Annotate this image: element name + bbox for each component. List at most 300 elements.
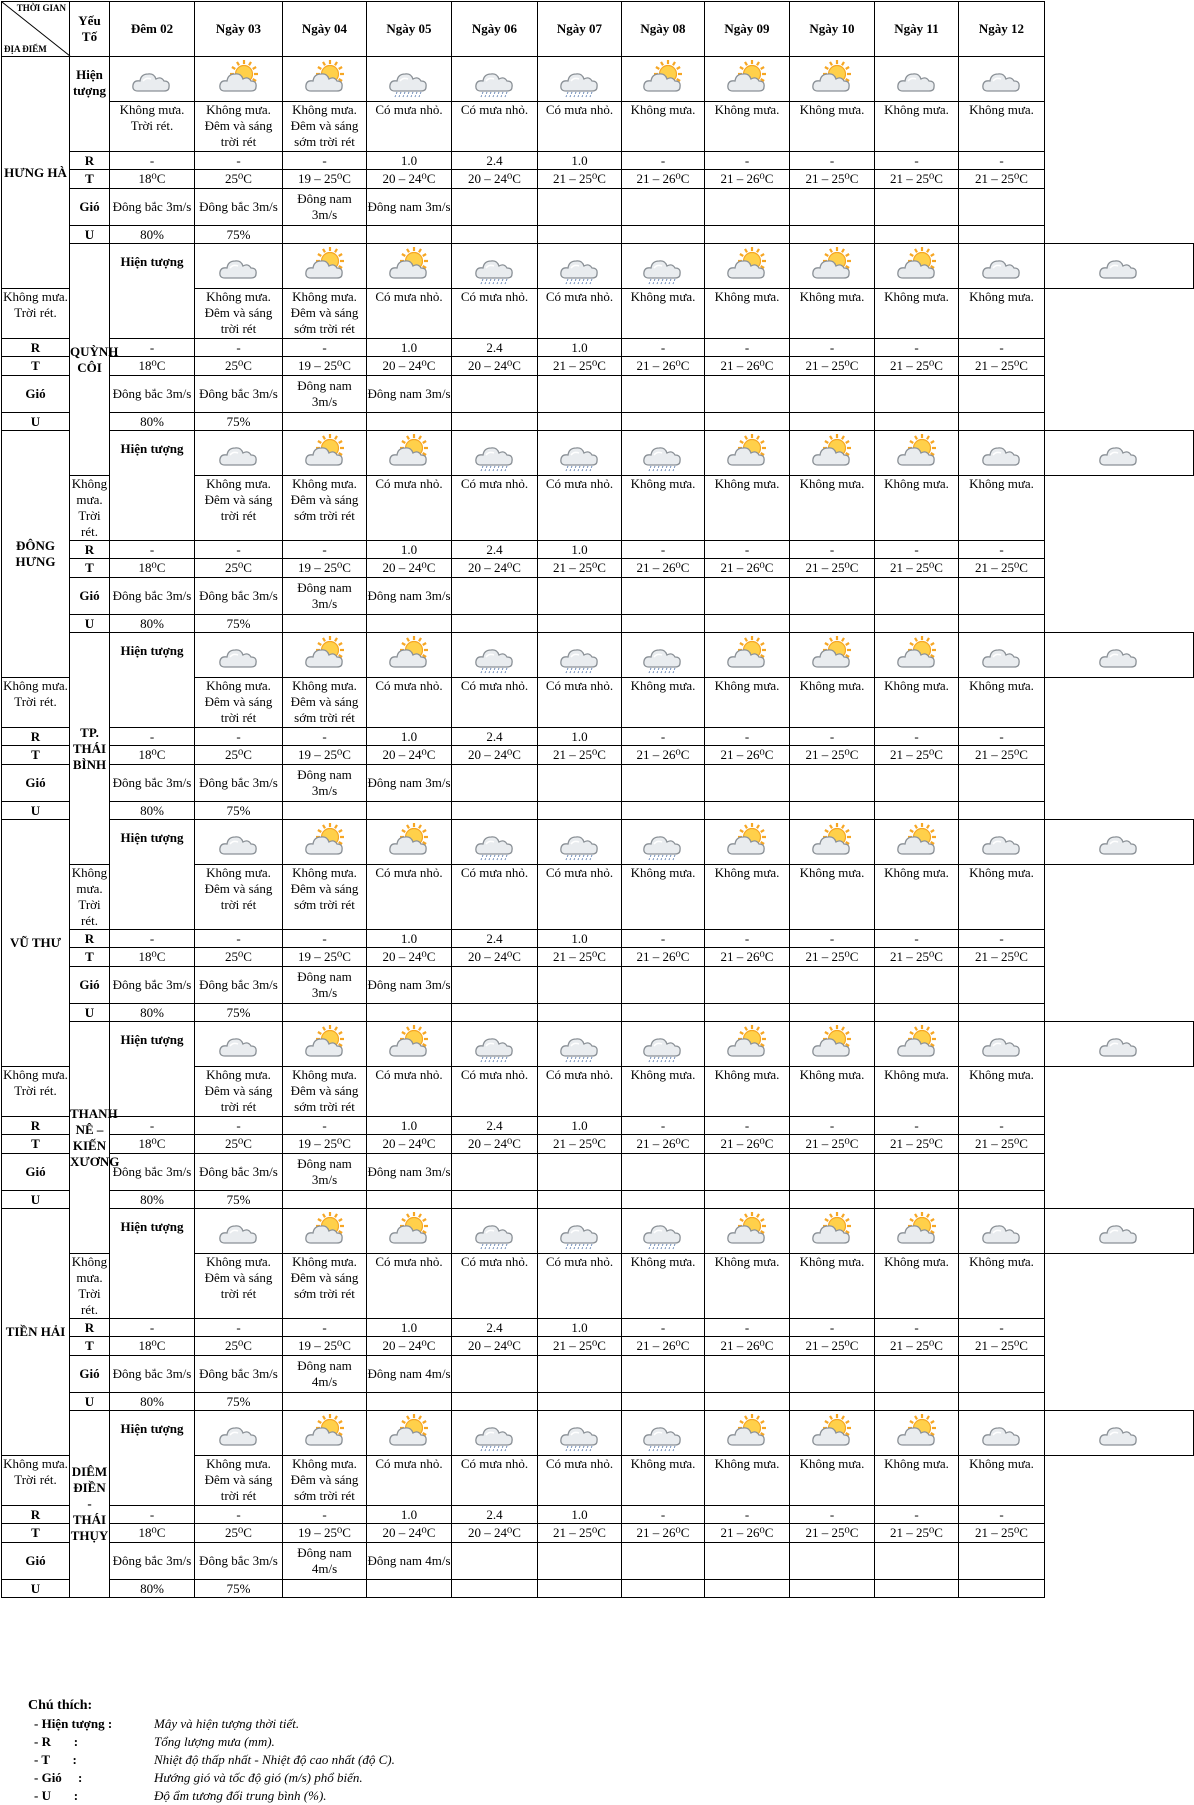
temp-cell-text: 20 – 24⁰C [382, 1136, 436, 1151]
weather-icon-cell [790, 1022, 875, 1067]
phenomenon-cell-text: Có mưa nhỏ. [460, 678, 529, 693]
wind-cell [283, 189, 367, 226]
phenomenon-cell-text: Không mưa. [969, 476, 1034, 491]
rain-cloud-icon [473, 272, 517, 287]
weather-icon-cell [452, 633, 538, 678]
location-2-humidity-row [2, 413, 1194, 431]
wind-cell [452, 1154, 538, 1191]
humidity-cell [110, 1393, 195, 1411]
temperature-label: T [2, 1524, 70, 1543]
weather-icon-cell [283, 1411, 367, 1456]
humidity-cell [452, 226, 538, 244]
wind-cell-text: Đông bắc 3m/s [199, 977, 278, 992]
wind-cell [110, 1543, 195, 1580]
weather-icon-cell [1045, 1209, 1194, 1254]
note-value: Độ ẩm tương đối trung bình (%). [154, 1788, 327, 1803]
phenomenon-cell [195, 289, 283, 339]
temp-cell-text: 21 – 25⁰C [553, 1136, 606, 1151]
weather-icon-cell [705, 431, 790, 476]
temp-cell-text: 21 – 25⁰C [890, 1338, 943, 1353]
phenomenon-cell [790, 865, 875, 930]
wind-cell-text: Đông nam 3m/s [297, 1156, 352, 1187]
temp-cell-text: 21 – 26⁰C [636, 560, 690, 575]
temp-cell [875, 170, 959, 189]
wind-label: Gió [2, 765, 70, 802]
rain-cell-text: - [744, 152, 750, 168]
temp-cell [110, 1135, 195, 1154]
phenomenon-cell [283, 1456, 367, 1506]
sun-cloud-icon [303, 848, 347, 863]
sun-cloud-icon [303, 459, 347, 474]
temp-cell [283, 948, 367, 967]
location-3-wind-row [2, 578, 1194, 615]
weather-icon-cell [1045, 244, 1194, 289]
humidity-cell [790, 226, 875, 244]
rain-cell-text: - [999, 152, 1004, 168]
rain-cell-text: - [829, 1319, 835, 1335]
rain-cell-text: 1.0 [400, 728, 418, 744]
day-header-9: Ngày 10 [790, 2, 875, 57]
rain-cell [283, 339, 367, 357]
wind-cell [622, 765, 705, 802]
rain-cell [538, 152, 622, 170]
phenomenon-cell [538, 102, 622, 152]
phenomenon-cell-text: Có mưa nhỏ. [545, 865, 614, 880]
temp-cell-text: 19 – 25⁰C [298, 1136, 351, 1151]
location-7-wind-row [2, 1356, 1194, 1393]
humidity-label: U [70, 1393, 110, 1411]
location-1-wind-row [2, 189, 1194, 226]
phenomenon-cell [622, 102, 705, 152]
humidity-cell [622, 1004, 705, 1022]
phenomenon-cell [452, 1067, 538, 1117]
rain-cell [875, 1319, 959, 1337]
wind-cell [959, 1356, 1045, 1393]
phenomenon-cell-text: Không mưa. [884, 865, 949, 880]
phenomenon-cell [70, 1254, 110, 1319]
location-6-rain-row [2, 1117, 1194, 1135]
phenomenon-cell-text: Có mưa nhỏ. [545, 476, 614, 491]
phenomenon-cell-text: Có mưa nhỏ. [545, 289, 614, 304]
sun-cloud-icon [725, 1237, 769, 1252]
phenomenon-cell-text: Có mưa nhỏ. [375, 1254, 443, 1269]
humidity-cell [195, 413, 283, 431]
wind-cell [959, 967, 1045, 1004]
temp-cell-text: 21 – 26⁰C [720, 747, 774, 762]
rain-cell-text: - [149, 541, 155, 557]
phenomenon-cell [790, 1254, 875, 1319]
humidity-cell [622, 413, 705, 431]
temp-cell [790, 948, 875, 967]
phenomenon-cell-text: Không mưa. Đêm và sáng trời rét [204, 476, 273, 523]
temp-cell [367, 746, 452, 765]
rain-cell-text: - [149, 339, 155, 355]
phenomenon-cell [452, 102, 538, 152]
weather-icon-cell [875, 57, 959, 102]
temp-cell [538, 948, 622, 967]
sun-cloud-icon [725, 661, 769, 676]
rain-cloud-icon [558, 848, 602, 863]
phenomenon-cell [705, 678, 790, 728]
day-header-5: Ngày 06 [452, 2, 538, 57]
temp-cell [283, 559, 367, 578]
wind-label: Gió [70, 1356, 110, 1393]
sun-cloud-icon [303, 85, 347, 100]
humidity-cell [705, 1004, 790, 1022]
phenomenon-cell [875, 678, 959, 728]
humidity-cell [790, 802, 875, 820]
wind-cell [367, 765, 452, 802]
wind-cell [959, 578, 1045, 615]
temp-cell-text: 21 – 25⁰C [805, 949, 859, 964]
weather-icon-cell [538, 1022, 622, 1067]
rain-cell [283, 728, 367, 746]
wind-cell [367, 1543, 452, 1580]
rain-cell-text: 2.4 [486, 541, 503, 557]
humidity-cell [367, 615, 452, 633]
rain-cell-text: - [999, 1117, 1004, 1133]
phenomenon-cell-text: Không mưa. Đêm và sáng sớm trời rét [290, 678, 359, 725]
weather-icon-cell [790, 57, 875, 102]
phenomenon-label: Hiện tượng [110, 633, 195, 728]
wind-cell-text: Đông bắc 3m/s [199, 1553, 278, 1568]
temperature-label: T [2, 1135, 70, 1154]
wind-cell [283, 765, 367, 802]
wind-cell [367, 376, 452, 413]
wind-cell-text: Đông nam 4m/s [297, 1358, 352, 1389]
temperature-label: T [2, 357, 70, 376]
humidity-cell [622, 1191, 705, 1209]
temp-cell-text: 21 – 25⁰C [975, 1136, 1028, 1151]
location-name: HƯNG HÀ [2, 57, 70, 289]
weather-icon-cell [875, 244, 959, 289]
rain-cell [452, 1319, 538, 1337]
humidity-cell [538, 1393, 622, 1411]
phenomenon-cell-text: Không mưa. [799, 102, 865, 117]
weather-icon-cell [367, 633, 452, 678]
humidity-cell [538, 1004, 622, 1022]
weather-icon-cell [1045, 1411, 1194, 1456]
rain-cell [875, 541, 959, 559]
phenomenon-cell [195, 102, 283, 152]
phenomenon-label: Hiện tượng [110, 1209, 195, 1319]
temp-cell-text: 20 – 24⁰C [382, 747, 436, 762]
humidity-cell [110, 1004, 195, 1022]
rain-cell [110, 930, 195, 948]
note-value: Mây và hiện tượng thời tiết. [154, 1716, 300, 1731]
wind-cell [875, 1154, 959, 1191]
temp-cell [790, 1135, 875, 1154]
weather-icon-cell [283, 244, 367, 289]
sun-cloud-icon [387, 459, 431, 474]
temp-cell [452, 1135, 538, 1154]
rain-cell [875, 339, 959, 357]
phenomenon-cell-text: Có mưa nhỏ. [460, 289, 529, 304]
location-6-wind-row [2, 1154, 1194, 1191]
rain-cell-text: - [149, 930, 155, 946]
temp-cell [195, 1337, 283, 1356]
phenomenon-cell-text: Không mưa. Đêm và sáng trời rét [204, 102, 273, 149]
wind-cell-text: Đông bắc 3m/s [199, 588, 278, 603]
rain-cell [959, 1506, 1045, 1524]
temp-cell [622, 559, 705, 578]
humidity-cell [875, 1004, 959, 1022]
rain-cell [622, 152, 705, 170]
phenomenon-cell-text: Có mưa nhỏ. [375, 476, 443, 491]
phenomenon-cell [452, 476, 538, 541]
location-4-wind-row [2, 765, 1194, 802]
corner-header [2, 2, 70, 57]
note-key: - R : [34, 1734, 79, 1749]
phenomenon-cell [195, 476, 283, 541]
rain-cell-text: - [322, 152, 327, 168]
temp-cell-text: 20 – 24⁰C [382, 949, 436, 964]
phenomenon-cell-text: Không mưa. [799, 1456, 865, 1471]
wind-cell [452, 765, 538, 802]
phenomenon-cell [367, 1067, 452, 1117]
rain-cell [959, 1117, 1045, 1135]
phenomenon-cell-text: Không mưa. Trời rét. [71, 476, 108, 539]
rain-cell [875, 930, 959, 948]
phenomenon-cell-text: Có mưa nhỏ. [545, 1254, 614, 1269]
phenomenon-cell [283, 678, 367, 728]
wind-label: Gió [70, 578, 110, 615]
weather-icon-cell [1045, 633, 1194, 678]
humidity-cell [283, 226, 367, 244]
sun-cloud-icon [725, 85, 769, 100]
rain-cell-text: 1.0 [400, 339, 418, 355]
weather-icon-cell [538, 1411, 622, 1456]
rain-cell-text: - [322, 930, 327, 946]
humidity-cell [538, 615, 622, 633]
factor-header [70, 2, 110, 57]
phenomenon-cell [195, 1456, 283, 1506]
phenomenon-cell-text: Không mưa. [969, 1456, 1034, 1471]
sun-cloud-icon [303, 1237, 347, 1252]
temp-cell [790, 170, 875, 189]
wind-cell [195, 967, 283, 1004]
temp-cell-text: 21 – 26⁰C [636, 358, 690, 373]
rain-cell [790, 339, 875, 357]
wind-cell [790, 1356, 875, 1393]
wind-cell [195, 578, 283, 615]
temp-cell-text: 21 – 26⁰C [720, 358, 774, 373]
humidity-cell [875, 802, 959, 820]
cloud-icon [980, 272, 1024, 287]
wind-cell [110, 578, 195, 615]
wind-cell [705, 967, 790, 1004]
rain-cell-text: - [149, 1319, 155, 1335]
phenomenon-cell-text: Có mưa nhỏ. [460, 1456, 529, 1471]
phenomenon-cell-text: Không mưa. Đêm và sáng sớm trời rét [290, 289, 359, 336]
cloud-icon [1097, 661, 1141, 676]
phenomenon-cell-text: Không mưa. [884, 476, 949, 491]
time-label: THỜI GIAN [16, 3, 66, 13]
temp-cell-text: 21 – 26⁰C [720, 1338, 774, 1353]
rain-cell [705, 152, 790, 170]
humidity-cell [705, 1393, 790, 1411]
wind-cell [790, 376, 875, 413]
phenomenon-cell [875, 1254, 959, 1319]
sun-cloud-icon [387, 848, 431, 863]
location-3-rain-row [2, 541, 1194, 559]
phenomenon-cell [622, 289, 705, 339]
note-key: - U : [34, 1788, 79, 1803]
rain-cell-text: 2.4 [486, 1506, 503, 1522]
location-1-rain-row [2, 152, 1194, 170]
rain-cell [110, 1506, 195, 1524]
wind-cell [705, 376, 790, 413]
location-5-icon-row [2, 820, 1194, 865]
temp-cell [959, 357, 1045, 376]
temp-cell [959, 746, 1045, 765]
temp-cell [452, 357, 538, 376]
notes-title: Chú thích: [28, 1698, 93, 1713]
temp-cell [705, 746, 790, 765]
rain-cell-text: - [660, 1506, 666, 1522]
weather-icon-cell [622, 820, 705, 865]
weather-icon-cell [875, 1022, 959, 1067]
rain-cell-text: - [236, 930, 241, 946]
wind-cell-text: Đông nam 3m/s [367, 199, 451, 214]
rain-cell-text: - [322, 1117, 327, 1133]
location-5-temperature-row [2, 948, 1194, 967]
temp-cell [622, 1337, 705, 1356]
rain-cell-text: 2.4 [486, 339, 503, 355]
wind-cell [283, 1154, 367, 1191]
temp-cell [790, 1524, 875, 1543]
rain-cell [110, 541, 195, 559]
humidity-cell [790, 1191, 875, 1209]
humidity-cell-text: 80% [140, 1393, 164, 1409]
rain-cloud-icon [558, 661, 602, 676]
humidity-cell [622, 1393, 705, 1411]
humidity-cell [367, 1191, 452, 1209]
note-value: Tổng lượng mưa (mm). [154, 1734, 275, 1749]
wind-cell [110, 376, 195, 413]
rain-cloud-icon [641, 272, 685, 287]
phenomenon-cell [959, 865, 1045, 930]
location-3-temperature-row [2, 559, 1194, 578]
humidity-label: U [2, 1191, 70, 1209]
weather-icon-cell [1045, 431, 1194, 476]
location-name: ĐÔNG HƯNG [2, 431, 70, 678]
phenomenon-cell-text: Không mưa. [714, 476, 780, 491]
header-row [2, 2, 1194, 57]
rain-cell [622, 339, 705, 357]
phenomenon-cell-text: Không mưa. [630, 1456, 696, 1471]
phenomenon-cell-text: Có mưa nhỏ. [545, 1456, 614, 1471]
phenomenon-cell-text: Không mưa. Đêm và sáng sớm trời rét [290, 865, 359, 912]
temp-cell [195, 1524, 283, 1543]
humidity-cell [790, 1393, 875, 1411]
temp-cell-text: 20 – 24⁰C [468, 1136, 521, 1151]
rain-cloud-icon [558, 85, 602, 100]
wind-cell [538, 1154, 622, 1191]
rain-cell [110, 1117, 195, 1135]
phenomenon-cell [959, 1254, 1045, 1319]
temp-cell-text: 21 – 26⁰C [636, 949, 690, 964]
phenomenon-cell-text: Không mưa. [714, 1067, 780, 1082]
sun-cloud-icon [725, 272, 769, 287]
humidity-cell [367, 802, 452, 820]
phenomenon-cell-text: Không mưa. Trời rét. [3, 289, 68, 320]
humidity-cell-text: 75% [226, 1004, 251, 1020]
rain-cell-text: - [914, 728, 919, 744]
weather-icon-cell [195, 244, 283, 289]
temp-cell [452, 948, 538, 967]
temp-cell [959, 948, 1045, 967]
rain-cell [283, 1319, 367, 1337]
wind-cell-text: Đông bắc 3m/s [112, 1164, 192, 1179]
weather-icon-cell [367, 57, 452, 102]
temp-cell-text: 19 – 25⁰C [298, 949, 351, 964]
rain-cell-text: - [660, 152, 666, 168]
humidity-cell [538, 802, 622, 820]
rain-cell [452, 1506, 538, 1524]
location-5-wind-row [2, 967, 1194, 1004]
rain-cell-text: - [744, 1506, 750, 1522]
temp-cell [705, 357, 790, 376]
temp-cell [959, 559, 1045, 578]
temp-cell [538, 746, 622, 765]
forecast-table [1, 1, 1194, 1598]
rain-cell [705, 1117, 790, 1135]
humidity-cell [875, 1393, 959, 1411]
cloud-icon [980, 85, 1024, 100]
temp-cell [790, 746, 875, 765]
wind-cell-text: Đông nam 3m/s [367, 386, 451, 401]
wind-cell [790, 1154, 875, 1191]
cloud-icon [1097, 1237, 1141, 1252]
phenomenon-cell-text: Có mưa nhỏ. [545, 678, 614, 693]
rain-cell-text: 1.0 [400, 541, 418, 557]
humidity-cell [452, 1004, 538, 1022]
wind-cell [959, 1154, 1045, 1191]
sun-cloud-icon [810, 1050, 854, 1065]
rain-cell [538, 541, 622, 559]
temp-cell-text: 21 – 25⁰C [805, 171, 859, 186]
humidity-cell [283, 615, 367, 633]
rain-cell [790, 728, 875, 746]
phenomenon-cell-text: Không mưa. Đêm và sáng trời rét [204, 1254, 273, 1301]
sun-cloud-icon [725, 848, 769, 863]
wind-cell [622, 1356, 705, 1393]
location-4-rain-row [2, 728, 1194, 746]
rain-cell-text: 1.0 [571, 728, 588, 744]
weather-icon-cell [110, 57, 195, 102]
cloud-icon [980, 1237, 1024, 1252]
rain-cell-text: - [914, 1319, 919, 1335]
weather-icon-cell [1045, 820, 1194, 865]
phenomenon-cell-text: Không mưa. [714, 289, 780, 304]
phenomenon-cell-text: Không mưa. Đêm và sáng sớm trời rét [290, 1456, 359, 1503]
temp-cell-text: 21 – 26⁰C [636, 1338, 690, 1353]
temp-cell-text: 21 – 25⁰C [553, 1525, 606, 1540]
temp-cell [790, 1337, 875, 1356]
rain-cell [110, 339, 195, 357]
rain-cell-text: - [914, 1117, 919, 1133]
rain-cloud-icon [473, 85, 517, 100]
weather-icon-cell [790, 820, 875, 865]
phenomenon-cell-text: Không mưa. [969, 678, 1034, 693]
rain-cell-text: 1.0 [571, 339, 588, 355]
temp-cell [538, 170, 622, 189]
phenomenon-cell [195, 1254, 283, 1319]
temp-cell [367, 357, 452, 376]
phenomenon-cell [538, 289, 622, 339]
humidity-cell-text: 75% [226, 802, 251, 818]
